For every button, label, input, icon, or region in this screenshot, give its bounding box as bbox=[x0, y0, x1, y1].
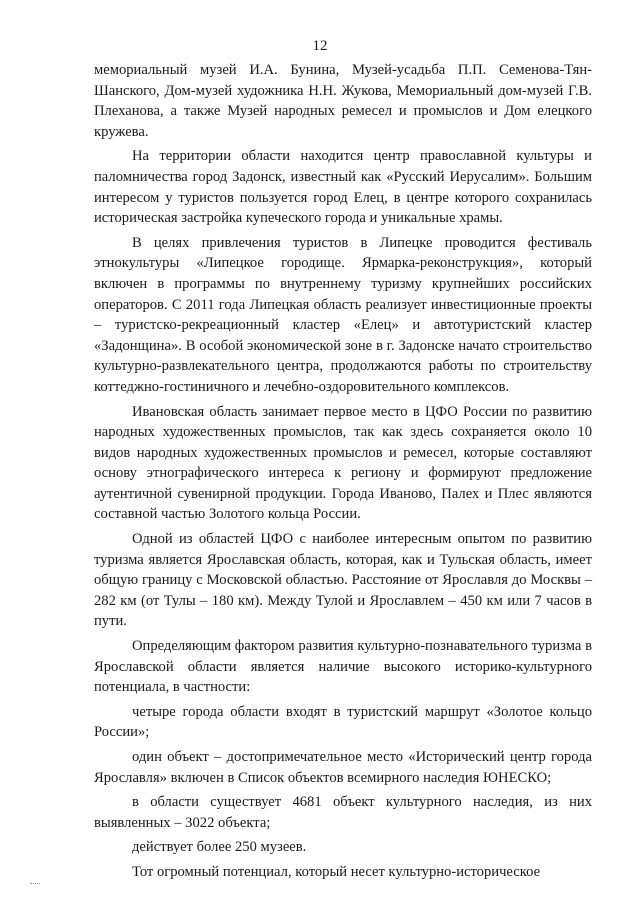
list-item: действует более 250 музеев. bbox=[132, 839, 307, 856]
paragraph: Определяющим фактором развития культурно-познавательного туризма в Ярославской области является наличие высокого историко-культурного потенциала, в частности: bbox=[94, 638, 592, 696]
page-number: 12 bbox=[312, 38, 328, 54]
paragraph: мемориальный музей И.А. Бунина, Музей-усадьба П.П. Семенова-Тян-Шанского, Дом-музей художника Н.Н. Жукова, Мемориальный дом-музей Г.В. Плеханова, а также Музей народных ремесел и промыслов и Дом елецкого кружева. bbox=[94, 62, 592, 140]
paragraph: Ивановская область занимает первое место в ЦФО России по развитию народных художественных промыслов, так как здесь сохраняется около 10 видов народных художественных промыслов и ремесел, которые составляют основу этнографического интереса к региону и формируют предложение аутентичной сувенирной продукции. Города Иваново, Палех и Плес являются составной частью Золотого кольца России. bbox=[94, 403, 592, 523]
paragraph: Тот огромный потенциал, который несет культурно-историческое bbox=[132, 863, 541, 880]
paragraph: В целях привлечения туристов в Липецке проводится фестиваль этнокультуры «Липецкое городище. Ярмарка-реконструкция», который включен в программы по внутреннему туризму крупнейших российских операторов. С 2011 года Липецкая область реализует инвестиционные проекты – туристско-рекреационный кластер «Елец» и автотуристский кластер «Задонщина». В особой экономической зоне в г. Задонске начато строительство культурно-развлекательного центра, продолжаются работы по строительству коттеджно-гостиничного и лечебно-оздоровительного комплексов. bbox=[94, 234, 592, 395]
paragraph: На территории области находится центр православной культуры и паломничества город Задонск, известный как «Русский Иерусалим». Большим интересом у туристов пользуется город Елец, в центре которого сохранилась историческая застройка купеческого города и уникальные храмы. bbox=[94, 148, 592, 227]
list-item: четыре города области входят в туристский маршрут «Золотое кольцо России»; bbox=[94, 703, 592, 741]
list-item: один объект – достопримечательное место «Исторический центр города Ярославля» включен в Список объектов всемирного наследия ЮНЕСКО; bbox=[94, 749, 592, 786]
list-item: в области существует 4681 объект культурного наследия, из них выявленных – 3022 объекта; bbox=[94, 794, 592, 831]
scan-mark bbox=[30, 883, 40, 884]
document-body bbox=[94, 60, 592, 883]
paragraph: Одной из областей ЦФО с наиболее интересным опытом по развитию туризма является Ярославская область, которая, как и Тульская область, имеет общую границу с Московской областью. Расстояние от Ярославля до Москвы – 282 км (от Тулы – 180 км). Между Тулой и Ярославлем – 450 км или 7 часов в пути. bbox=[94, 531, 592, 630]
